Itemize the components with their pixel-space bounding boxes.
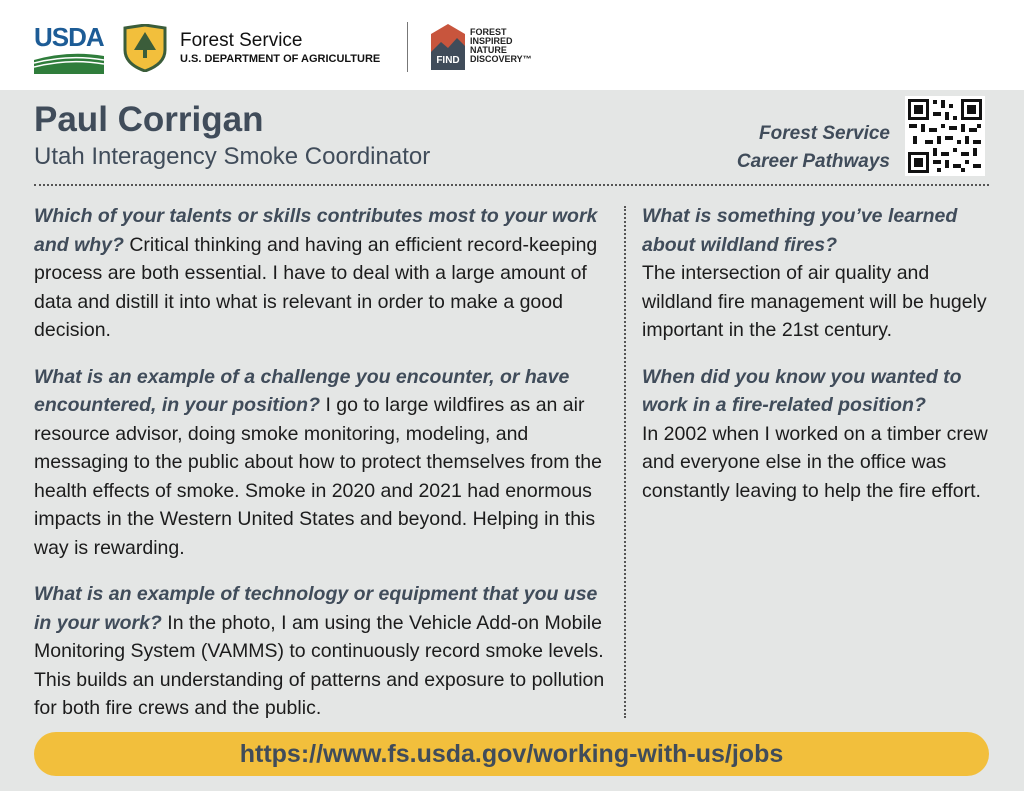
career-pathways-label (737, 120, 890, 176)
qa-block (34, 202, 614, 345)
pathways-line-2: Career Pathways (736, 151, 890, 172)
usda-logo-swoosh-icon (34, 52, 104, 74)
usda-logo-text: USDA (34, 22, 104, 52)
answer-text: In 2002 when I worked on a timber crew and everyone else in the office was constantly leaving to help the fire effort. (642, 422, 988, 502)
question-text: Which of your talents or skills contributes most to your work and why? (34, 205, 598, 256)
forest-service-shield-icon (122, 24, 168, 72)
find-badge-text: FIND (436, 55, 460, 66)
find-logo-icon (431, 24, 465, 70)
qa-block (642, 202, 992, 345)
person-title: Utah Interagency Smoke Coordinator (34, 143, 431, 170)
find-line-1: FOREST (470, 27, 507, 37)
answer-text: I go to large wildfires as an air resource advisor, doing smoke monitoring, modeling, and messaging to the public about how to protect themselves from the health effects of smoke. Smoke in 2020 and 2021 had enormous impacts in the Western United States and beyond. Helping in this way is rewarding. (34, 394, 602, 559)
find-line-4: DISCOVERY™ (470, 54, 532, 64)
question-text: When did you know you wanted to work in a fire-related position? (642, 365, 962, 416)
find-line-3: NATURE (470, 45, 507, 55)
find-line-2: INSPIRED (470, 36, 513, 46)
pathways-line-1: Forest Service (759, 123, 890, 144)
question-text: What is something you’ve learned about wildland fires? (642, 205, 958, 256)
profile-panel (0, 90, 1024, 791)
qa-block (34, 580, 614, 723)
answer-text: Critical thinking and having an efficient record-keeping process are both essential. I have to deal with a large amount of data and distill it into what is relevant in order to make a good decision. (34, 233, 598, 341)
column-divider (624, 206, 626, 718)
qa-block (34, 363, 614, 563)
agency-subtitle: U.S. DEPARTMENT OF AGRICULTURE (180, 53, 381, 65)
right-column (642, 202, 992, 523)
answer-text: In the photo, I am using the Vehicle Add-on Mobile Monitoring System (VAMMS) to continuously record smoke levels. This builds an understanding of patterns and exposure to pollution for both fire crews and the public. (34, 611, 605, 719)
qa-block (642, 363, 992, 506)
header (0, 0, 1024, 90)
find-logo-text (470, 28, 532, 64)
header-divider (407, 22, 408, 72)
qr-code-icon[interactable] (905, 96, 985, 176)
person-name: Paul Corrigan (34, 100, 264, 139)
answer-text: The intersection of air quality and wildland fire management will be hugely important in the 21st century. (642, 262, 987, 341)
usda-logo (34, 22, 104, 74)
section-divider (34, 184, 989, 186)
jobs-url-banner[interactable] (34, 732, 989, 776)
jobs-url-link[interactable]: https://www.fs.usda.gov/working-with-us/jobs (239, 739, 784, 768)
agency-title: Forest Service (180, 30, 303, 51)
left-column (34, 202, 614, 741)
question-text: What is an example of a challenge you encounter, or have encountered, in your position? (34, 365, 570, 416)
question-text: What is an example of technology or equipment that you use in your work? (34, 583, 598, 634)
